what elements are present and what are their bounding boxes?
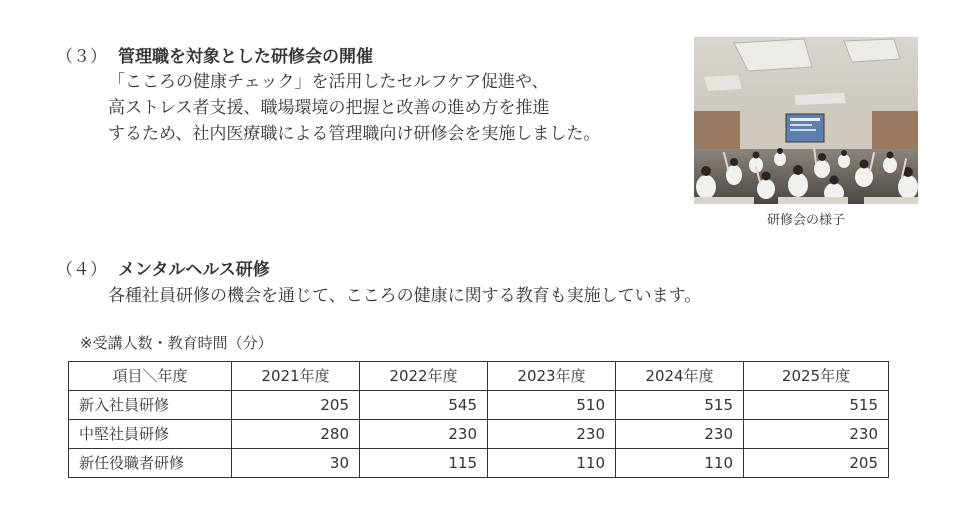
- section4-title: メンタルヘルス研修: [118, 260, 270, 280]
- section4-number: （４）: [56, 260, 107, 280]
- section3-line-2: 高ストレス者支援、職場環境の把握と改善の進め方を推進: [108, 98, 550, 118]
- section4-heading: [56, 258, 270, 282]
- section3-line-3: するため、社内医療職による管理職向け研修会を実施しました。: [108, 124, 601, 144]
- table-header-row: [69, 362, 889, 391]
- row-label: 新任役職者研修: [69, 449, 232, 478]
- table-row: [69, 449, 889, 478]
- header-2021: 2021年度: [232, 362, 360, 391]
- header-2024: 2024年度: [616, 362, 744, 391]
- row-label: 中堅社員研修: [69, 420, 232, 449]
- section3-title: 管理職を対象とした研修会の開催: [118, 47, 373, 67]
- cell-value: 230: [360, 420, 488, 449]
- cell-value: 110: [616, 449, 744, 478]
- header-2025: 2025年度: [744, 362, 889, 391]
- cell-value: 115: [360, 449, 488, 478]
- training-stats-table: [68, 361, 889, 478]
- row-label: 新入社員研修: [69, 391, 232, 420]
- cell-value: 545: [360, 391, 488, 420]
- cell-value: 205: [232, 391, 360, 420]
- cell-value: 230: [616, 420, 744, 449]
- cell-value: 515: [744, 391, 889, 420]
- section3-number: （３）: [56, 47, 107, 67]
- table-row: [69, 391, 889, 420]
- table-row: [69, 420, 889, 449]
- cell-value: 30: [232, 449, 360, 478]
- table-note: ※受講人数・教育時間（分）: [80, 334, 273, 352]
- photo-caption: 研修会の様子: [766, 213, 845, 228]
- cell-value: 230: [488, 420, 616, 449]
- cell-value: 510: [488, 391, 616, 420]
- cell-value: 110: [488, 449, 616, 478]
- section4-line: 各種社員研修の機会を通じて、こころの健康に関する教育も実施しています。: [108, 286, 702, 306]
- cell-value: 515: [616, 391, 744, 420]
- header-item-year: 項目＼年度: [69, 362, 232, 391]
- cell-value: 205: [744, 449, 889, 478]
- header-2023: 2023年度: [488, 362, 616, 391]
- cell-value: 230: [744, 420, 889, 449]
- cell-value: 280: [232, 420, 360, 449]
- training-session-photo: [694, 37, 918, 204]
- header-2022: 2022年度: [360, 362, 488, 391]
- section3-line-1: 「こころの健康チェック」を活用したセルフケア促進や、: [108, 72, 549, 92]
- section3-heading: [56, 45, 373, 69]
